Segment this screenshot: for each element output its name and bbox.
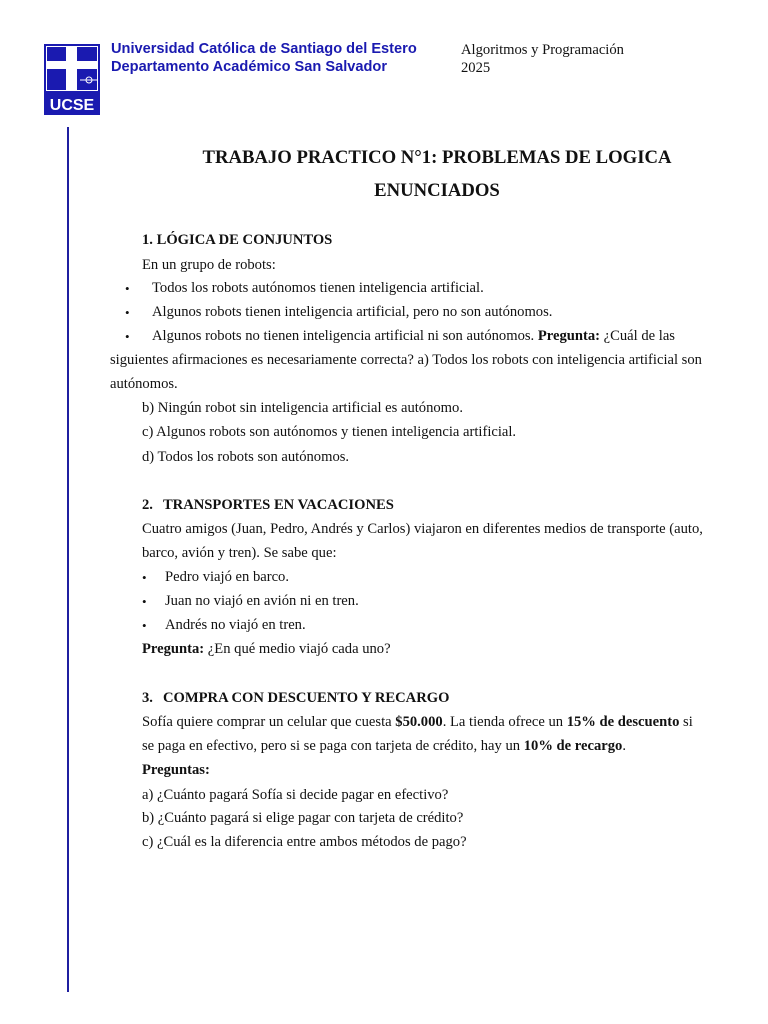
s2-item-1: Pedro viajó en barco. xyxy=(165,569,290,585)
s2-intro-1: Cuatro amigos (Juan, Pedro, Andrés y Carlos) viajaron en diferentes medios de transporte (auto, xyxy=(142,521,703,537)
institution-line2: Departamento Académico San Salvador xyxy=(111,59,388,75)
bullet: • xyxy=(125,281,130,296)
page-title: TRABAJO PRACTICO N°1: PROBLEMAS DE LOGICA xyxy=(202,147,672,168)
s3-question-a: a) ¿Cuánto pagará Sofía si decide pagar en efectivo? xyxy=(142,787,449,803)
s1-item-1: Todos los robots autónomos tienen inteligencia artificial. xyxy=(152,280,484,296)
section2-heading: 2. TRANSPORTES EN VACACIONES xyxy=(142,497,394,513)
course-name: Algoritmos y Programación xyxy=(461,42,624,58)
s1-item-2: Algunos robots tienen inteligencia artificial, pero no son autónomos. xyxy=(152,304,553,320)
s1-continuation-1: siguientes afirmaciones es necesariamente correcta? a) Todos los robots con inteligencia artificial son xyxy=(110,352,702,368)
s2-intro-2: barco, avión y tren). Se sabe que: xyxy=(142,545,337,561)
s1-option-c: c) Algunos robots son autónomos y tienen inteligencia artificial. xyxy=(142,424,517,440)
s2-item-3: Andrés no viajó en tren. xyxy=(165,617,306,633)
s1-item-3: Algunos robots no tienen inteligencia artificial ni son autónomos. Pregunta: ¿Cuál de las xyxy=(152,328,675,344)
margin-line xyxy=(67,127,69,992)
logo-text: UCSE xyxy=(49,97,95,114)
section3-heading: 3. COMPRA CON DESCUENTO Y RECARGO xyxy=(142,690,450,706)
s3-questions-label: Preguntas: xyxy=(142,762,210,778)
section1-intro: En un grupo de robots: xyxy=(142,257,276,273)
s1-option-d: d) Todos los robots son autónomos. xyxy=(142,449,350,465)
s3-question-c: c) ¿Cuál es la diferencia entre ambos métodos de pago? xyxy=(142,834,467,850)
bullet: • xyxy=(125,329,130,344)
ucse-logo xyxy=(44,44,100,115)
s3-paragraph-2: se paga en efectivo, pero si se paga con tarjeta de crédito, hay un 10% de recargo. xyxy=(142,738,626,754)
s2-question: Pregunta: ¿En qué medio viajó cada uno? xyxy=(142,641,391,657)
institution-line1: Universidad Católica de Santiago del Estero xyxy=(111,41,417,57)
s2-item-2: Juan no viajó en avión ni en tren. xyxy=(165,593,359,609)
course-info xyxy=(461,41,624,77)
s1-option-b: b) Ningún robot sin inteligencia artificial es autónomo. xyxy=(142,400,463,416)
bullet: • xyxy=(142,618,147,633)
institution-name xyxy=(111,40,417,76)
s3-question-b: b) ¿Cuánto pagará si elige pagar con tarjeta de crédito? xyxy=(142,810,464,826)
bullet: • xyxy=(125,305,130,320)
s1-continuation-2: autónomos. xyxy=(110,376,178,392)
page-subtitle: ENUNCIADOS xyxy=(374,180,500,201)
bullet: • xyxy=(142,594,147,609)
section1-heading: 1. LÓGICA DE CONJUNTOS xyxy=(142,232,333,248)
course-year: 2025 xyxy=(461,60,491,76)
bullet: • xyxy=(142,570,147,585)
s3-paragraph-1: Sofía quiere comprar un celular que cuesta $50.000. La tienda ofrece un 15% de descuento si xyxy=(142,714,693,730)
